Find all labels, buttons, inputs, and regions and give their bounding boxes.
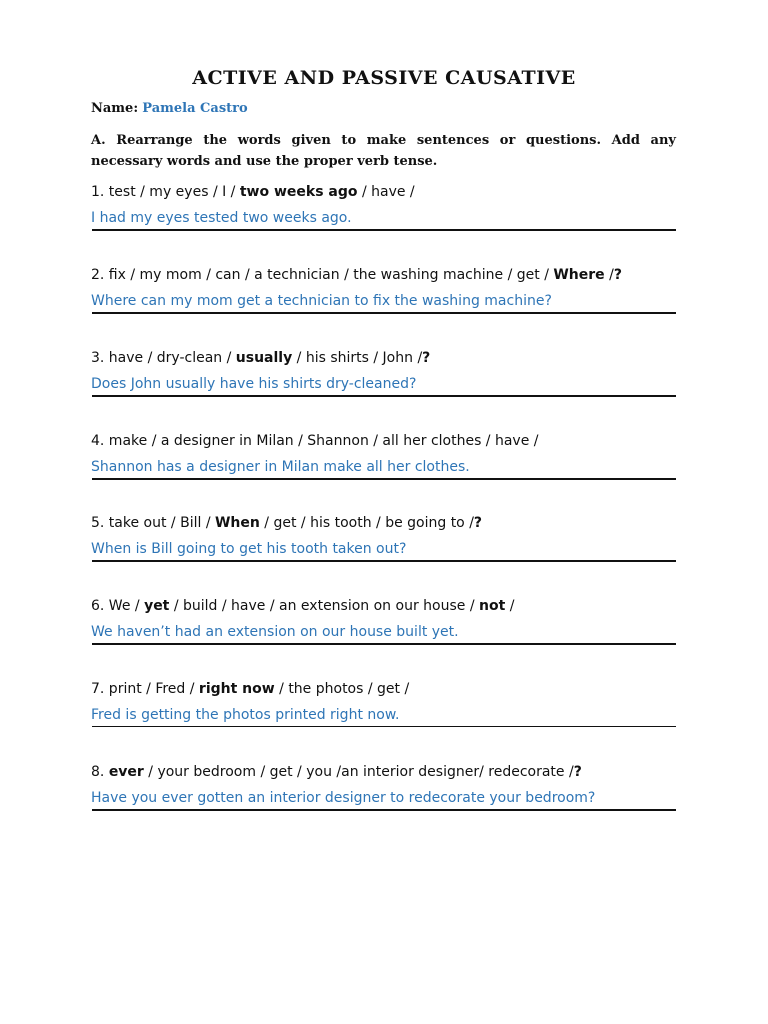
question-keyword: two weeks ago (239, 184, 358, 200)
name-line (91, 101, 248, 116)
answer-underline (92, 809, 676, 811)
question-keyword: ? (573, 764, 582, 780)
question-text: 8. (91, 764, 109, 780)
question-text: 3. have / dry-clean / (91, 350, 236, 366)
question-text: 6. We / (91, 598, 145, 614)
question-keyword: yet (144, 598, 170, 614)
name-value: Pamela Castro (142, 101, 248, 116)
question-text: / build / have / an extension on our house / (169, 598, 479, 614)
question-text: / the photos / get / (274, 681, 410, 697)
question-keyword: ? (473, 515, 483, 531)
question-3 (91, 350, 681, 366)
answer-underline (92, 643, 676, 645)
question-5 (91, 515, 681, 531)
answer-3: Does John usually have his shirts dry-cleaned? (91, 376, 417, 392)
question-keyword: right now (198, 681, 275, 697)
question-text: / (604, 267, 614, 283)
question-keyword: When (214, 515, 260, 531)
question-text: 7. print / Fred / (91, 681, 199, 697)
answer-underline (92, 312, 676, 314)
question-text: 2. fix / my mom / can / a technician / the washing machine / get / (91, 267, 554, 283)
answer-underline (92, 478, 676, 480)
answer-underline (92, 229, 676, 231)
answer-underline (92, 726, 676, 727)
question-8 (91, 764, 681, 780)
question-text: 1. test / my eyes / I / (91, 184, 240, 200)
question-text: 5. take out / Bill / (91, 515, 215, 531)
question-keyword: usually (235, 350, 293, 366)
question-text: / (505, 598, 515, 614)
question-text: / get / his tooth / be going to / (259, 515, 474, 531)
answer-5: When is Bill going to get his tooth taken out? (91, 541, 407, 557)
answer-2: Where can my mom get a technician to fix the washing machine? (91, 293, 552, 309)
question-4 (91, 433, 681, 449)
answer-8: Have you ever gotten an interior designer to redecorate your bedroom? (91, 790, 596, 806)
question-keyword: ever (108, 764, 144, 780)
question-7 (91, 681, 681, 697)
question-6 (91, 598, 681, 614)
page-title: ACTIVE AND PASSIVE CAUSATIVE (192, 67, 576, 89)
answer-underline (92, 560, 676, 562)
question-2 (91, 267, 681, 283)
answer-1: I had my eyes tested two weeks ago. (91, 210, 352, 226)
question-keyword: ? (422, 350, 431, 366)
question-keyword: not (479, 598, 506, 614)
name-label: Name: (91, 101, 139, 116)
question-text: / have / (357, 184, 415, 200)
answer-6: We haven’t had an extension on our house built yet. (91, 624, 459, 640)
question-1 (91, 184, 681, 200)
answer-underline (92, 395, 676, 397)
question-keyword: ? (613, 267, 622, 283)
question-text: / your bedroom / get / you /an interior designer/ redecorate / (143, 764, 574, 780)
question-keyword: Where (553, 267, 605, 283)
answer-7: Fred is getting the photos printed right now. (91, 707, 400, 723)
answer-4: Shannon has a designer in Milan make all her clothes. (91, 459, 470, 475)
question-text: / his shirts / John / (292, 350, 423, 366)
question-text: 4. make / a designer in Milan / Shannon / all her clothes / have / (91, 433, 539, 449)
instructions: A. Rearrange the words given to make sentences or questions. Add any necessary words and use the proper verb tense. (91, 133, 676, 169)
